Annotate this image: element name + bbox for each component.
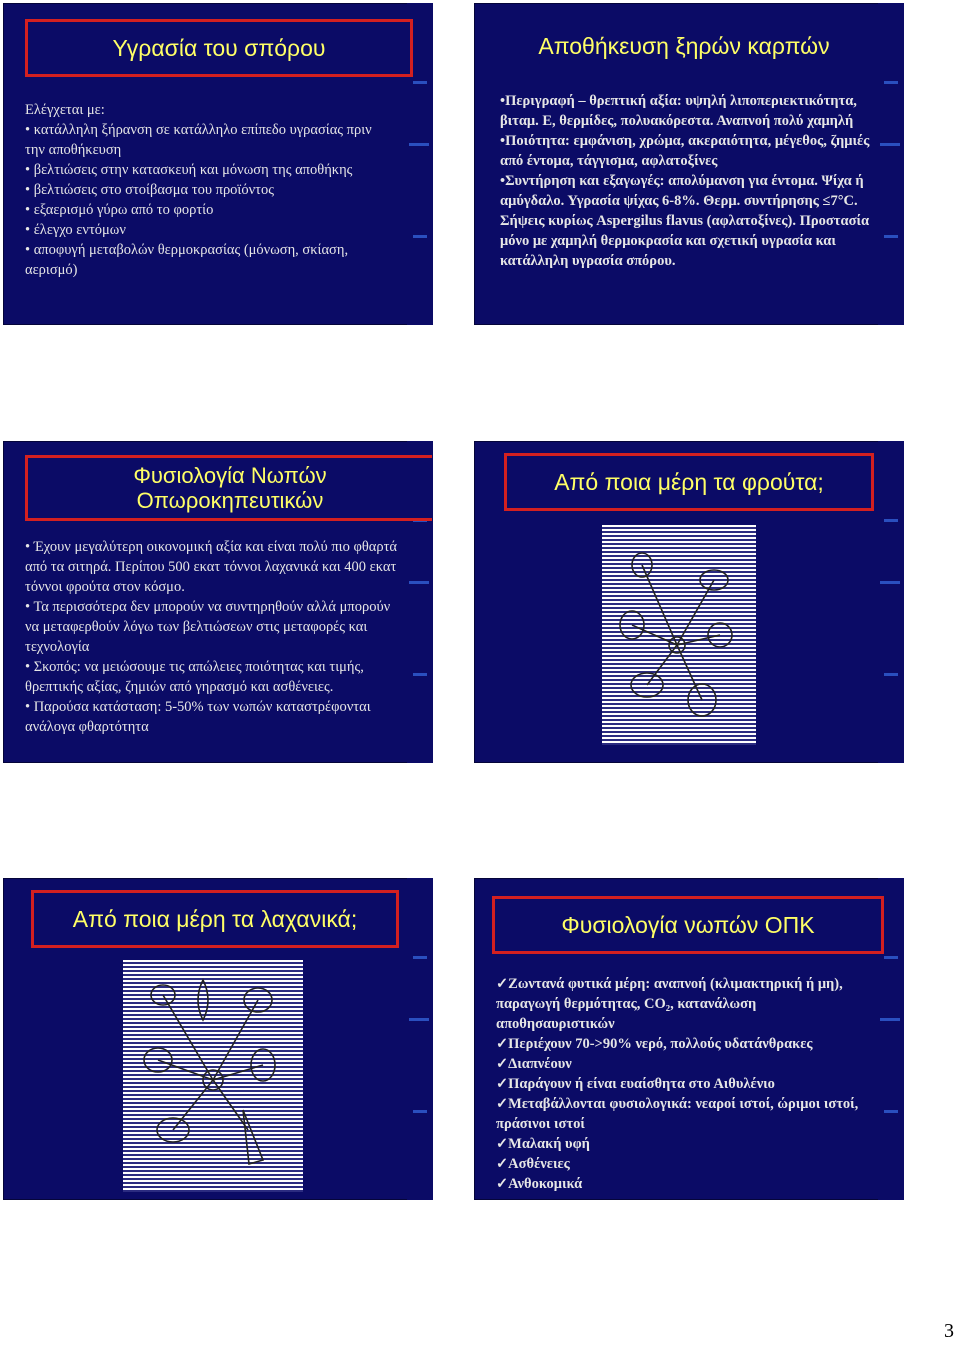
bullet-item: •Περιγραφή – θρεπτική αξία: υψηλή λιποπεριεκτικότητα, βιταμ. E, θερμίδες, πολυακόρεστα. Αναπνοή πολύ χαμηλή	[500, 93, 857, 129]
slide-title: Από ποια μέρη τα φρούτα;	[504, 453, 874, 511]
check-item: ✓Παράγουν ή είναι ευαίσθητα στο Αιθυλένιο	[496, 1076, 775, 1092]
page-number: 3	[944, 1320, 954, 1342]
slide-title: Φυσιολογία νωπών ΟΠΚ	[492, 896, 884, 954]
slide-title	[25, 455, 432, 521]
check-item: ✓Ασθένειες	[496, 1156, 570, 1172]
bullet-item: •Ποιότητα: εμφάνιση, χρώμα, ακεραιότητα, μέγεθος, ζημιές από έντομα, τάγγισμα, αφλατοξίνες	[500, 133, 870, 169]
slide-body	[25, 100, 395, 280]
fruit-parts-illustration	[602, 525, 756, 745]
slide-accent	[407, 878, 433, 1200]
bullet-item: • βελτιώσεις στο στοίβασμα του προϊόντος	[25, 182, 274, 198]
slide-seed-moisture	[3, 3, 433, 325]
bullet-item: • Τα περισσότερα δεν μπορούν να συντηρηθούν αλλά μπορούν να μεταφερθούν λόγω των βελτιώσεων στις μεταφορές και τεχνολογία	[25, 599, 391, 655]
slide-accent	[878, 441, 904, 763]
bullet-item: • κατάλληλη ξήρανση σε κατάλληλο επίπεδο υγρασίας πριν την αποθήκευση	[25, 122, 372, 158]
slide-title: Υγρασία του σπόρου	[25, 19, 413, 77]
slide-title: Αποθήκευση ξηρών καρπών	[538, 32, 830, 59]
slide-title: Από ποια μέρη τα λαχανικά;	[31, 890, 399, 948]
bullet-item: • Παρούσα κατάσταση: 5-50% των νωπών καταστρέφονται ανάλογα φθαρτότητα	[25, 699, 371, 735]
check-item: ✓Ζωντανά φυτικά μέρη: αναπνοή (κλιμακτηρική ή μη), παραγωγή θερμότητας, CO₂, κατανάλωση αποθησαυριστικών	[496, 976, 843, 1032]
slide-fruit-parts	[474, 441, 904, 763]
slide-fresh-opk-physiology	[474, 878, 904, 1200]
slide-body	[496, 974, 876, 1194]
bullet-item: • εξαερισμό γύρω από το φορτίο	[25, 202, 214, 218]
bullet-item: • βελτιώσεις στην κατασκευή και μόνωση της αποθήκης	[25, 162, 353, 178]
check-item: ✓Διαπνέουν	[496, 1056, 572, 1072]
title-line: Οπωροκηπευτικών	[136, 488, 324, 513]
bullet-item: • Σκοπός: να μειώσουμε τις απώλειες ποιότητας και τιμής, θρεπτικής αξίας, ζημιών από γηρασμό και ασθένειες.	[25, 659, 364, 695]
slide-body	[500, 91, 876, 271]
bullet-item: • έλεγχο εντόμων	[25, 222, 126, 238]
check-item: ✓Περιέχουν 70->90% νερό, πολλούς υδατάνθρακες	[496, 1036, 813, 1052]
check-item: ✓Ανθοκομικά	[496, 1176, 583, 1192]
bullet-item: •Συντήρηση και εξαγωγές: απολύμανση για έντομα. Ψίχα ή αμύγδαλο. Υγρασία ψίχας 6-8%. Θερμ. συντήρησης ≤7°C. Σήψεις κυρίως Aspergilus flavus (αφλατοξίνες). Προστασία μόνο με χαμηλή θερμοκρασία και σχετική υγρασία και κατάλληλη υγρασία σπόρου.	[500, 173, 870, 269]
check-item: ✓Μεταβάλλονται φυσιολογικά: νεαροί ιστοί, ώριμοι ιστοί, πράσινοι ιστοί	[496, 1096, 859, 1132]
slide-body	[25, 537, 401, 737]
slide-fresh-produce-physiology	[3, 441, 433, 763]
title-line: Φυσιολογία Νωπών	[133, 462, 327, 488]
bullet-item: • Έχουν μεγαλύτερη οικονομική αξία και είναι πολύ πιο φθαρτά από τα σιτηρά. Περίπου 500 εκατ τόννοι λαχανικά και 400 εκατ τόννοι φρούτα στον κόσμο.	[25, 539, 398, 595]
check-item: ✓Μαλακή υφή	[496, 1136, 590, 1152]
vegetable-parts-illustration	[123, 960, 303, 1192]
slide-dry-nuts-storage	[474, 3, 904, 325]
bullet-item: • αποφυγή μεταβολών θερμοκρασίας (μόνωση, σκίαση, αερισμό)	[25, 242, 349, 278]
slide-vegetable-parts	[3, 878, 433, 1200]
text-line: Ελέγχεται με:	[25, 102, 105, 118]
